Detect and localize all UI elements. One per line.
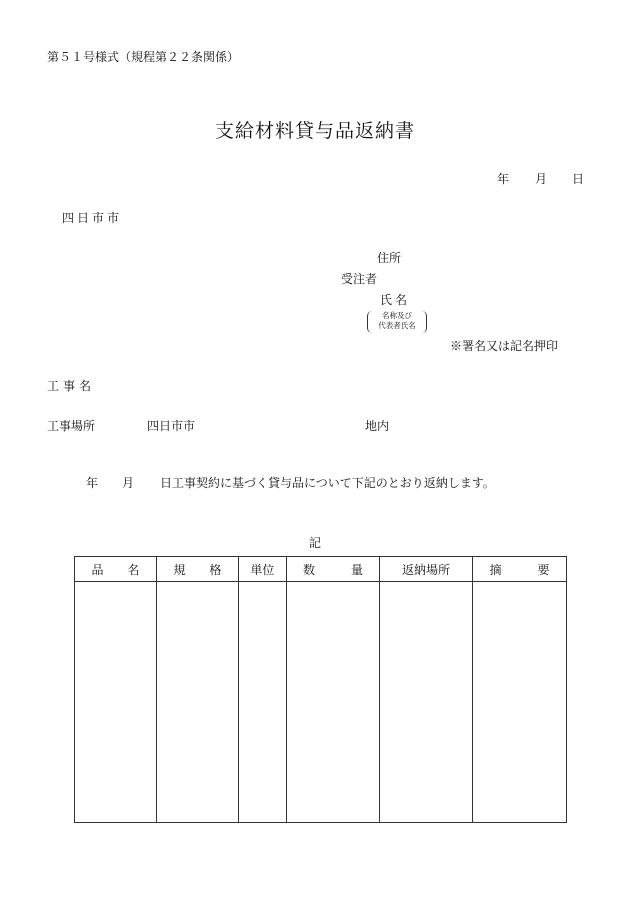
table-row — [75, 582, 567, 823]
column-header-remarks: 摘 要 — [473, 557, 567, 582]
bracket-line-2: 代表者氏名 — [378, 321, 416, 330]
return-statement: 日工事契約に基づく貸与品について下記のとおり返納します。 — [160, 476, 495, 490]
date-month-label: 月 — [535, 172, 548, 186]
receiver-label: 受注者 — [341, 272, 378, 286]
work-place-city: 四日市市 — [147, 419, 196, 433]
table-header-row — [75, 557, 567, 582]
name-representative-bracket — [367, 311, 427, 333]
column-header-unit: 単位 — [238, 557, 286, 582]
cell-item-name[interactable] — [75, 582, 157, 823]
sentence-month-label: 月 — [122, 476, 135, 490]
work-name-label: 工事名 — [47, 379, 96, 393]
cell-return-place[interactable] — [379, 582, 472, 823]
seal-note: ※署名又は記名押印 — [450, 339, 559, 353]
ki-heading: 記 — [309, 536, 322, 550]
cell-remarks[interactable] — [473, 582, 567, 823]
bracket-line-1: 名称及び — [382, 311, 412, 320]
column-header-return-place: 返納場所 — [379, 557, 472, 582]
cell-unit[interactable] — [238, 582, 286, 823]
cell-spec[interactable] — [156, 582, 238, 823]
column-header-quantity: 数 量 — [287, 557, 380, 582]
items-table — [74, 556, 567, 823]
work-place-area: 地内 — [365, 419, 390, 433]
sentence-year-label: 年 — [86, 476, 99, 490]
column-header-spec: 規 格 — [156, 557, 238, 582]
column-header-item-name: 品 名 — [75, 557, 157, 582]
recipient-name: 四日市市 — [62, 211, 123, 225]
cell-quantity[interactable] — [287, 582, 380, 823]
work-place-label: 工事場所 — [47, 419, 96, 433]
address-label: 住所 — [377, 251, 402, 265]
date-year-label: 年 — [497, 172, 510, 186]
document-title: 支給材料貸与品返納書 — [214, 120, 415, 142]
date-day-label: 日 — [572, 172, 585, 186]
form-number: 第５１号様式（規程第２２条関係） — [47, 50, 240, 64]
name-label: 氏名 — [380, 293, 411, 307]
